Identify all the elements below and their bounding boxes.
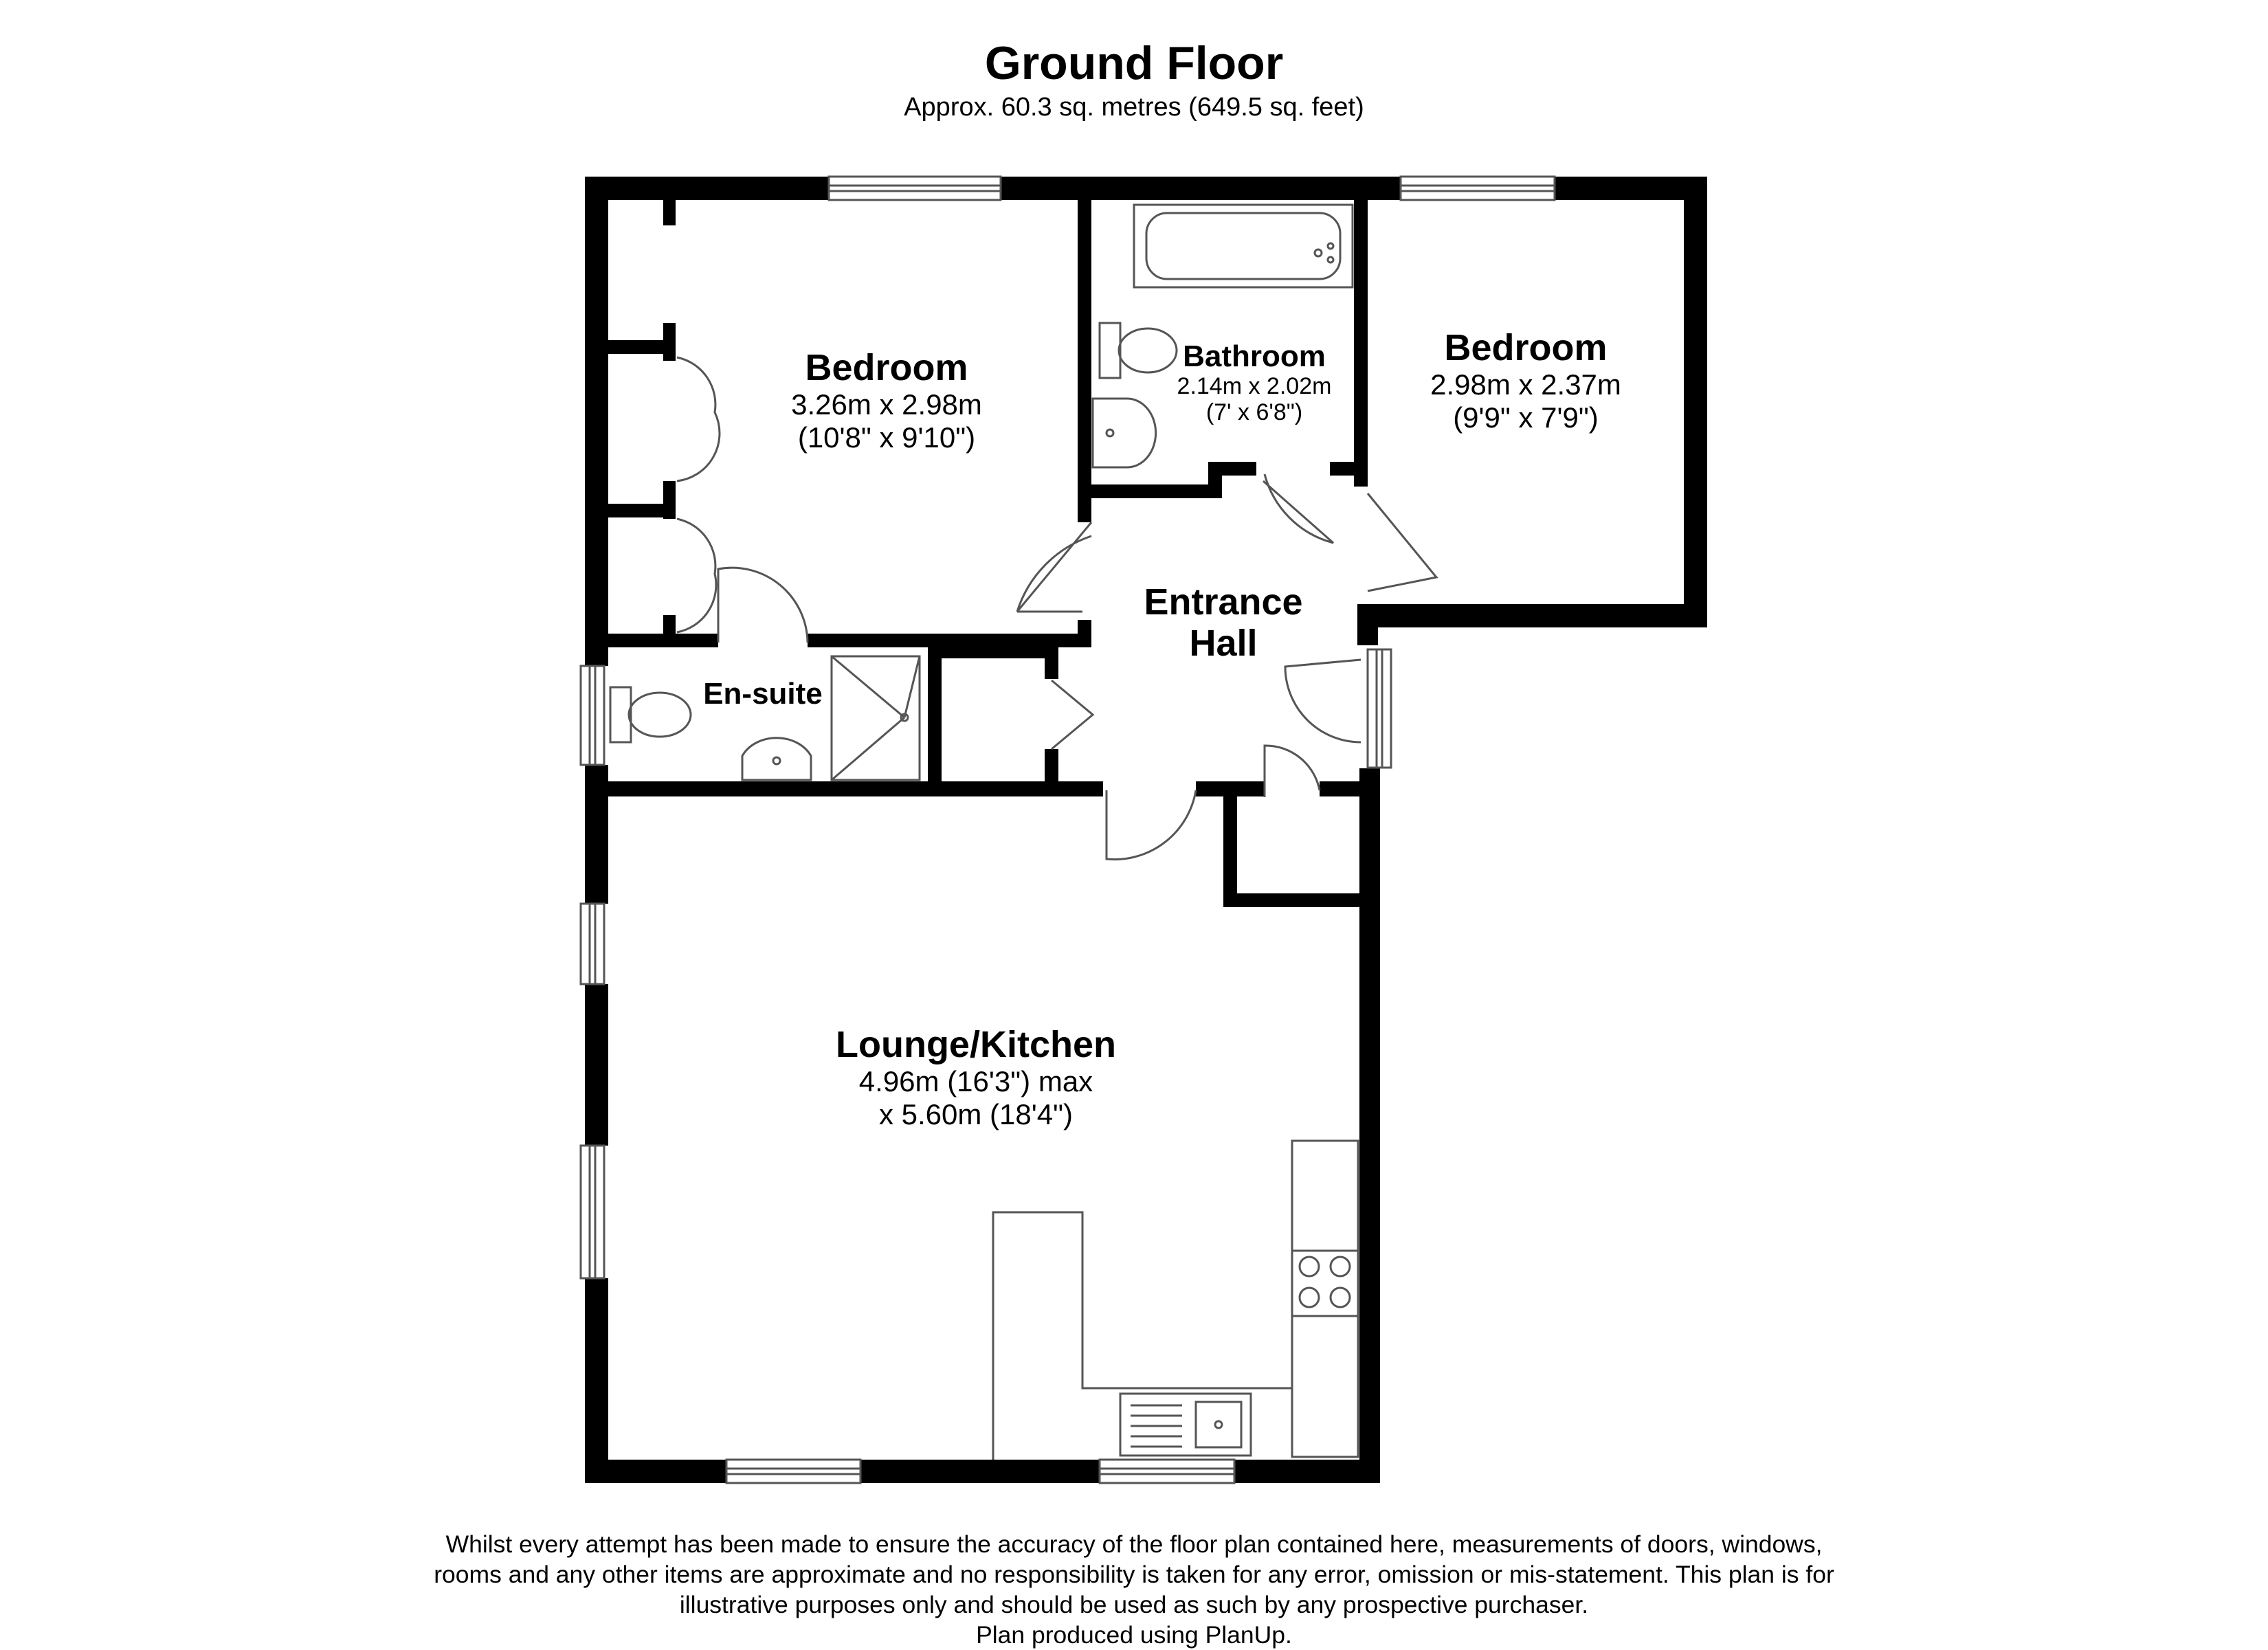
disclaimer [0,1529,2268,1650]
room-label-entrance-hall [1100,581,1347,665]
disclaimer-line-2: rooms and any other items are approximate and no responsibility is taken for any error, omission or mis-statement. This plan is for [434,1561,1834,1588]
room-label-bathroom [1155,339,1354,425]
floor-title: Ground Floor [984,37,1284,89]
room-size-line-1: 4.96m (16'3") max [858,1065,1093,1098]
room-size-metric: 2.14m x 2.02m [1177,373,1332,400]
floor-area: Approx. 60.3 sq. metres (649.5 sq. feet) [904,93,1364,122]
room-name: En-suite [703,677,823,711]
room-size-imperial: (7' x 6'8") [1205,399,1303,426]
room-size-imperial: (9'9" x 7'9") [1453,401,1599,434]
disclaimer-line-3: illustrative purposes only and should be used as such by any prospective purchaser. [679,1591,1589,1618]
room-size-metric: 2.98m x 2.37m [1430,368,1621,401]
room-size-line-2: x 5.60m (18'4") [878,1097,1074,1130]
disclaimer-line-1: Whilst every attempt has been made to ensure the accuracy of the floor plan contained here, measurements of doors, windows, [445,1530,1823,1558]
room-size-imperial: (10'8" x 9'10") [797,421,976,454]
room-name: Bedroom [1444,327,1608,368]
room-name: Lounge/Kitchen [836,1024,1116,1065]
room-name: Bedroom [805,347,968,388]
room-size-metric: 3.26m x 2.98m [791,388,982,421]
room-label-ensuite [680,677,845,711]
room-label-bedroom-2 [1381,327,1670,434]
room-name-line-1: Entrance [1144,581,1303,623]
room-label-bedroom-1 [742,347,1031,454]
room-name-line-2: Hall [1189,623,1258,665]
room-name: Bathroom [1183,339,1326,373]
disclaimer-line-4: Plan produced using PlanUp. [976,1621,1292,1649]
room-label-lounge-kitchen [756,1024,1196,1130]
